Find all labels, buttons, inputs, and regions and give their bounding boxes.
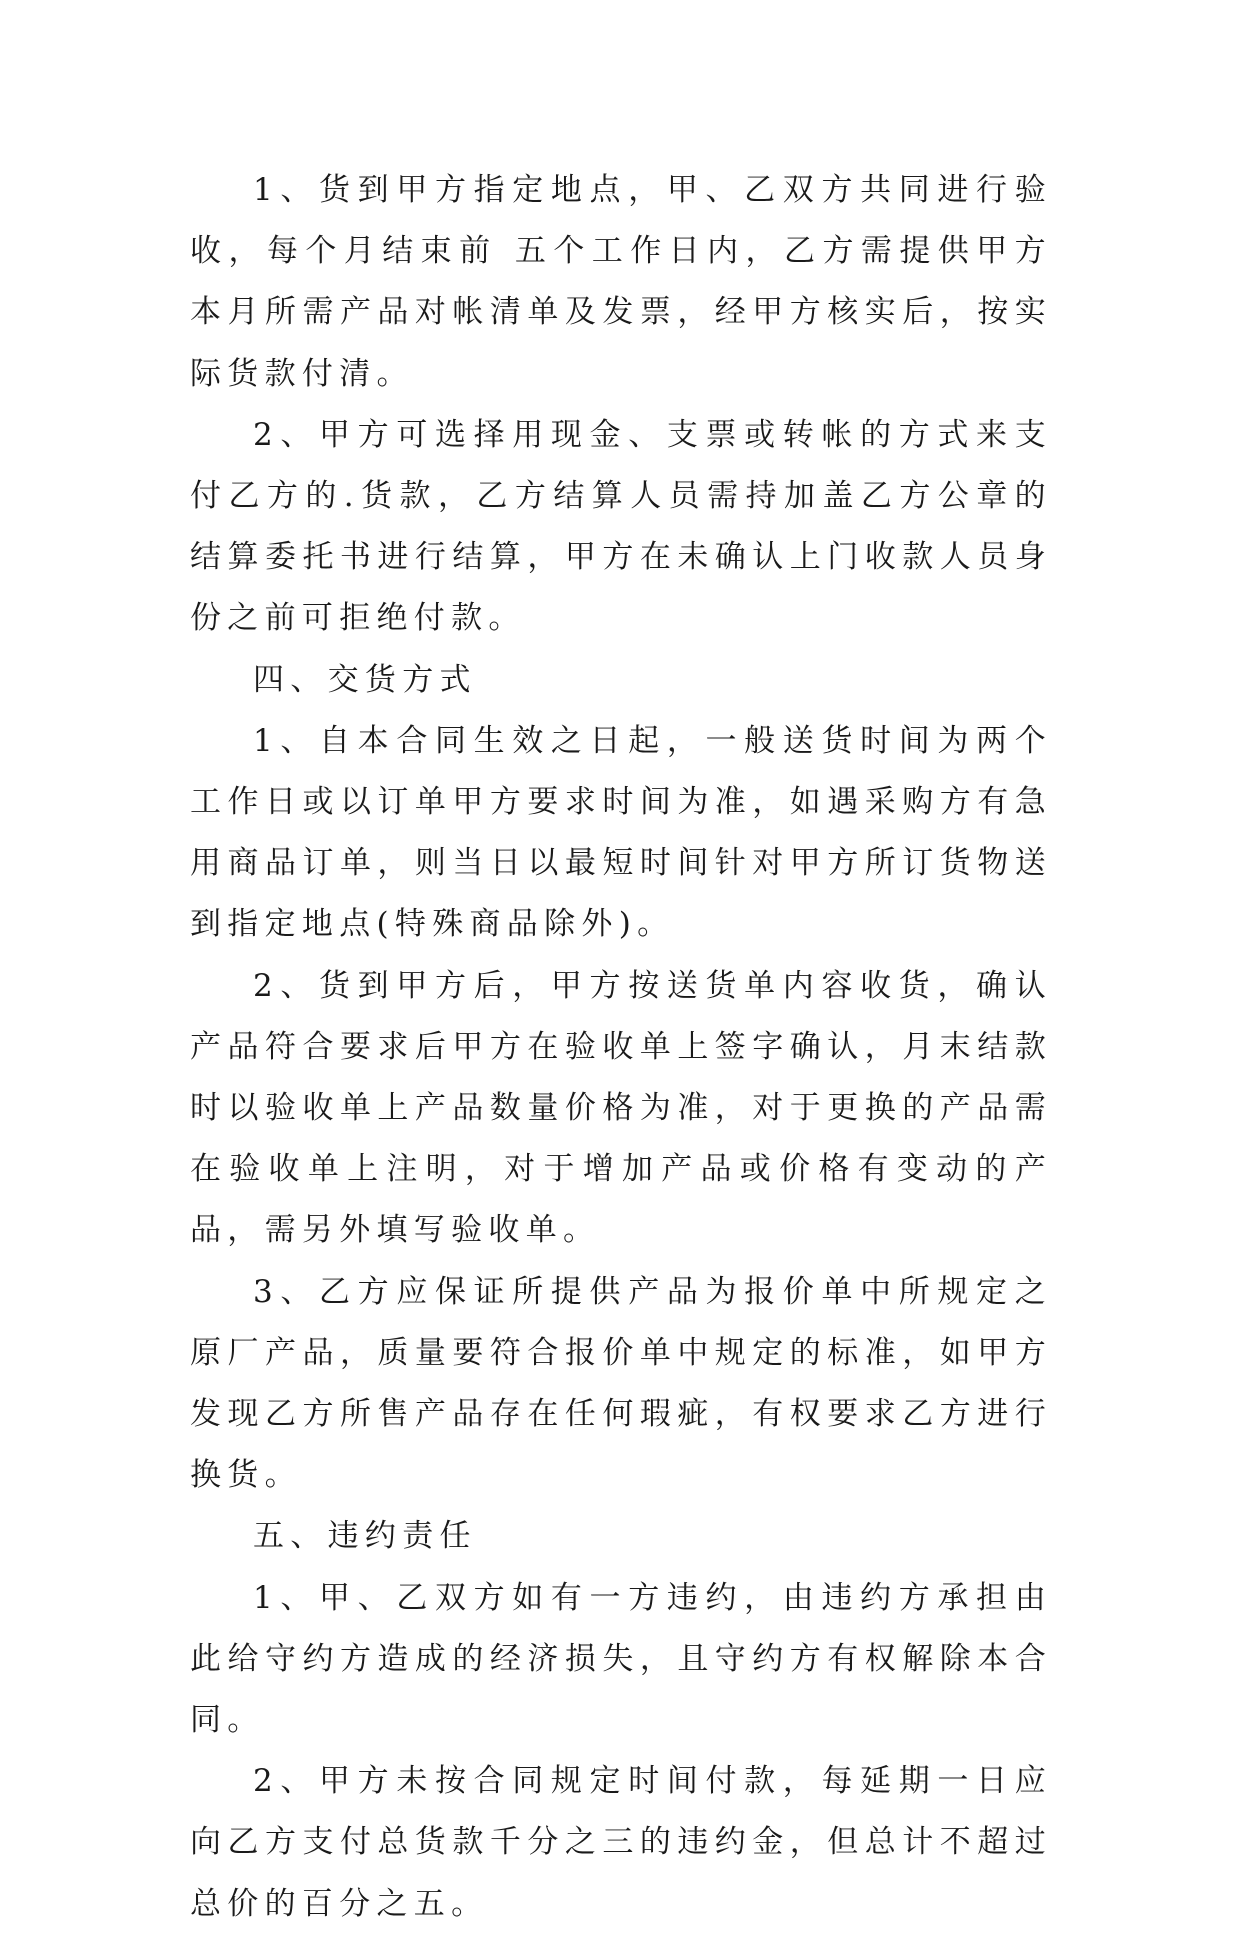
section-heading-delivery: 四、交货方式 [253, 661, 477, 698]
paragraph-liability-1: 1、甲、乙双方如有一方违约，由违约方承担由此给守约方造成的经济损失，且守约方有权解除本合同。 [190, 1579, 1052, 1739]
paragraph-payment-1: 1、货到甲方指定地点，甲、乙双方共同进行验收，每个月结束前 五个工作日内，乙方需提供甲方本月所需产品对帐清单及发票，经甲方核实后，按实际货款付清。 [190, 172, 1052, 392]
paragraph-delivery-1: 1、自本合同生效之日起，一般送货时间为两个工作日或以订单甲方要求时间为准，如遇采购方有急用商品订单，则当日以最短时间针对甲方所订货物送到指定地点(特殊商品除外)。 [190, 722, 1052, 943]
paragraph-payment-2: 2、甲方可选择用现金、支票或转帐的方式来支付乙方的.货款，乙方结算人员需持加盖乙方公章的结算委托书进行结算，甲方在未确认上门收款人员身份之前可拒绝付款。 [190, 416, 1052, 637]
paragraph-delivery-2: 2、货到甲方后，甲方按送货单内容收货，确认产品符合要求后甲方在验收单上签字确认，月末结款时以验收单上产品数量价格为准，对于更换的产品需在验收单上注明，对于增加产品或价格有变动的产品，需另外填写验收单。 [190, 967, 1052, 1249]
paragraph-delivery-3: 3、乙方应保证所提供产品为报价单中所规定之原厂产品，质量要符合报价单中规定的标准，如甲方发现乙方所售产品存在任何瑕疵，有权要求乙方进行换货。 [190, 1273, 1052, 1494]
document-body [190, 160, 1052, 1935]
paragraph-liability-2: 2、甲方未按合同规定时间付款，每延期一日应向乙方支付总货款千分之三的违约金，但总计不超过总价的百分之五。 [190, 1763, 1052, 1922]
section-heading-liability: 五、违约责任 [253, 1518, 477, 1555]
